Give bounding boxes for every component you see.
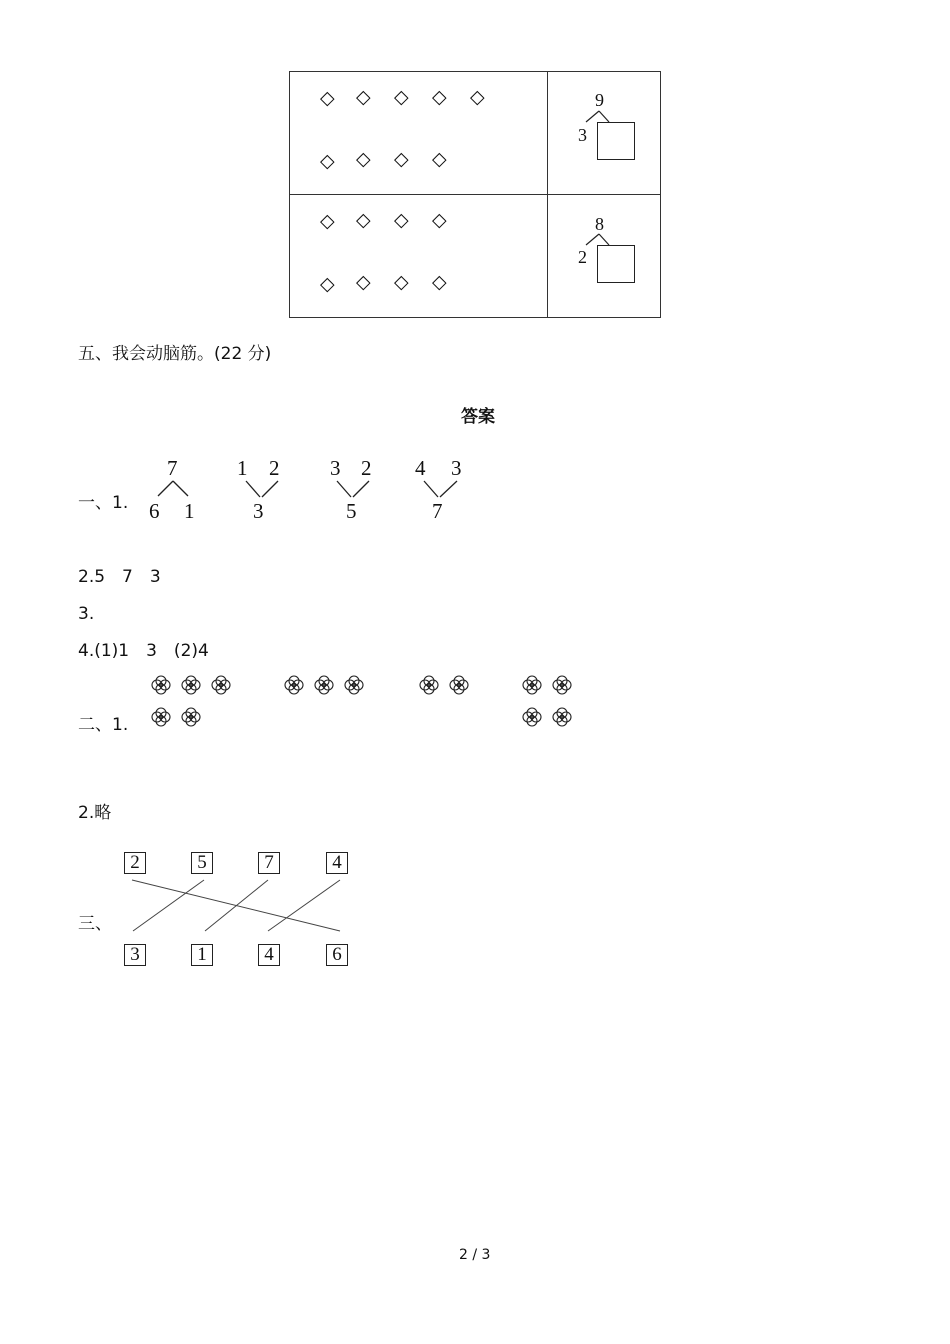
flower-icon <box>450 676 468 694</box>
tree-branch <box>332 479 380 501</box>
diamond-icon: ◇ <box>432 86 447 108</box>
diamond-icon: ◇ <box>356 148 371 170</box>
tree-number: 2 <box>269 456 280 480</box>
flower-group-three <box>283 674 373 698</box>
diamond-icon: ◇ <box>320 210 335 232</box>
tree-number: 3 <box>330 456 341 480</box>
flower-icon <box>345 676 363 694</box>
tree-branch <box>150 479 198 501</box>
flower-icon <box>152 708 170 726</box>
diamond-icon: ◇ <box>394 209 409 231</box>
page-number: 2 / 3 <box>459 1247 491 1263</box>
bottom-number-box: 4 <box>258 944 280 966</box>
diamond-icon: ◇ <box>394 271 409 293</box>
diamond-icon: ◇ <box>394 86 409 108</box>
diamond-icon: ◇ <box>356 86 371 108</box>
top-number-box: 2 <box>124 852 146 874</box>
q2-label: 二、1. <box>78 715 129 735</box>
q1-answer-4: 4.(1)1 3 (2)4 <box>78 641 209 661</box>
tree-number: 1 <box>237 456 248 480</box>
flower-group-two <box>418 674 478 698</box>
tree-number: 1 <box>184 499 195 523</box>
flower-icon <box>553 676 571 694</box>
decomp-part: 3 <box>578 125 587 145</box>
tree-number: 5 <box>346 499 357 523</box>
tree-number: 2 <box>361 456 372 480</box>
bottom-number-box: 1 <box>191 944 213 966</box>
diamond-icon: ◇ <box>320 150 335 172</box>
q1-label: 一、1. <box>78 493 129 513</box>
diamond-icon: ◇ <box>470 86 485 108</box>
tree-number: 7 <box>432 499 443 523</box>
flower-icon <box>212 676 230 694</box>
tree-branch <box>419 479 467 501</box>
diamond-icon: ◇ <box>320 87 335 109</box>
flower-icon <box>152 676 170 694</box>
flower-group-row-1 <box>150 674 240 698</box>
exercise-table <box>289 71 661 318</box>
diamond-icon: ◇ <box>394 148 409 170</box>
diamond-icon: ◇ <box>320 273 335 295</box>
flower-icon <box>182 708 200 726</box>
decomp-total: 8 <box>595 214 604 234</box>
bottom-number-box: 3 <box>124 944 146 966</box>
diamond-icon: ◇ <box>432 148 447 170</box>
tree-number: 4 <box>415 456 426 480</box>
table-column-divider <box>547 72 548 317</box>
tree-number: 3 <box>253 499 264 523</box>
q1-answer-2: 2.5 7 3 <box>78 567 161 587</box>
diamond-icon: ◇ <box>432 209 447 231</box>
q2-answer-2: 2.略 <box>78 803 112 823</box>
flower-icon <box>315 676 333 694</box>
answer-box[interactable] <box>597 245 635 283</box>
flower-icon <box>420 676 438 694</box>
tree-number: 3 <box>451 456 462 480</box>
flower-group-four-top <box>521 674 581 698</box>
flower-icon <box>285 676 303 694</box>
tree-branch <box>240 479 288 501</box>
answer-title: 答案 <box>461 407 495 427</box>
q1-answer-3: 3. <box>78 604 95 624</box>
tree-number: 6 <box>149 499 160 523</box>
section-five-heading: 五、我会动脑筋。(22 分) <box>78 344 272 364</box>
top-number-box: 5 <box>191 852 213 874</box>
flower-icon <box>182 676 200 694</box>
flower-icon <box>523 676 541 694</box>
flower-icon <box>523 708 541 726</box>
matching-lines <box>120 876 360 940</box>
q3-label: 三、 <box>78 914 112 934</box>
tree-number: 7 <box>167 456 178 480</box>
flower-group-row-2 <box>150 706 210 730</box>
decomp-total: 9 <box>595 90 604 110</box>
diamond-icon: ◇ <box>356 209 371 231</box>
top-number-box: 4 <box>326 852 348 874</box>
answer-box[interactable] <box>597 122 635 160</box>
bottom-number-box: 6 <box>326 944 348 966</box>
flower-group-four-bottom <box>521 706 581 730</box>
top-number-box: 7 <box>258 852 280 874</box>
flower-icon <box>553 708 571 726</box>
diamond-icon: ◇ <box>356 271 371 293</box>
decomp-part: 2 <box>578 247 587 267</box>
table-row-divider <box>290 194 660 195</box>
diamond-icon: ◇ <box>432 271 447 293</box>
